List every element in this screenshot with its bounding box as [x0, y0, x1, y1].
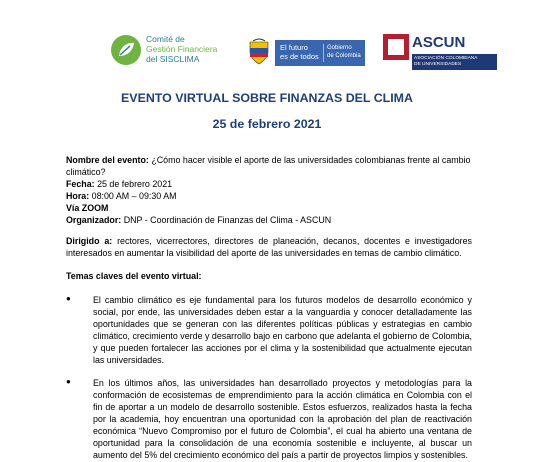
leaf-icon — [110, 34, 142, 66]
gov-line1: El futuro — [280, 43, 308, 52]
dirigido-value: rectores, vicerrectores, directores de planeación, decanos, docentes e investigadores interesados en aumentar la visibilidad del aporte de las universidades en temas de cambio climático. — [66, 236, 472, 258]
temas-heading — [66, 270, 472, 282]
gov-line2: es de todos — [280, 52, 319, 61]
hora-value: 08:00 AM – 09:30 AM — [89, 191, 177, 201]
gov-banner — [275, 40, 365, 66]
comite-line2: Gestión Financiera — [146, 44, 218, 54]
org-label: Organizador: — [66, 215, 122, 225]
gov-side2: de Colombia — [327, 53, 361, 59]
event-fecha — [66, 178, 472, 190]
document-date: 25 de febrero 2021 — [212, 117, 322, 131]
fecha-value: 25 de febrero 2021 — [94, 179, 173, 189]
temas-heading-text: Temas claves del evento virtual: — [66, 271, 202, 281]
comite-line3: del SISCLIMA — [146, 54, 200, 64]
comite-logo-text — [146, 34, 217, 64]
bullet-icon: ● — [66, 377, 71, 386]
header-logos — [0, 30, 534, 80]
ascun-logo — [383, 34, 503, 76]
fecha-label: Fecha: — [66, 179, 95, 189]
event-name — [66, 154, 472, 178]
bullet-icon: ● — [66, 294, 71, 303]
event-details — [66, 154, 472, 226]
comite-line1: Comité de — [146, 34, 185, 44]
coat-of-arms-icon — [247, 38, 271, 66]
list-item: En los últimos años, las universidades han desarrollado proyectos y metodologías para la conformación de ecosistemas de emprendimiento para la acción climática en Colombia con el fin de aportar a un modelo de desarrollo sostenible. Estos esfuerzos, realizados hasta la fecha por la academia, hoy encuentran una oportunidad con la aprobación del plan de reactivación económica “Nuevo Compromiso por el futuro de Colombia”, el cual ha abierto una ventana de oportunidad para la consolidación de una economía sostenible e incluyente, al buscar un aumento del 5% del crecimiento económico del país a partir de proyectos limpios y sostenibles. — [93, 378, 472, 460]
ascun-sub2: DE UNIVERSIDADES — [414, 62, 462, 67]
ascun-mark-icon — [383, 34, 409, 60]
via-label: Vía ZOOM — [66, 203, 109, 213]
list-item: El cambio climático es eje fundamental para los futuros modelos de desarrollo económico y social, por ende, las universidades deben estar a la vanguardia y conocer detalladamente las oportunidades que se generan con las diferentes políticas públicas y estrategias en cambio climático, crecimiento verde y desarrollo bajo en carbono que adelanta el gobierno de Colombia, y que pueden fortalecer las acciones por el clima y la sostenibilidad que actualmente ejecutan las universidades. — [93, 295, 472, 365]
gobierno-colombia-logo — [245, 30, 370, 80]
org-value: DNP - Coordinación de Finanzas del Clima - ASCUN — [121, 215, 332, 225]
event-hora — [66, 190, 472, 202]
ascun-subtitle — [412, 54, 497, 70]
ascun-name: ASCUN — [412, 34, 466, 51]
comite-sisclima-logo — [110, 34, 230, 74]
gov-side1: Gobierno — [327, 45, 352, 51]
event-name-label: Nombre del evento: — [66, 155, 149, 165]
gov-divider — [323, 44, 324, 62]
dirigido-label: Dirigido a: — [66, 236, 113, 246]
ascun-sub1: ASOCIACIÓN COLOMBIANA — [414, 56, 478, 61]
document-title: EVENTO VIRTUAL SOBRE FINANZAS DEL CLIMA — [121, 91, 413, 105]
event-name-value: ¿Cómo hacer visible el aporte de las universidades colombianas frente al cambio climático? — [66, 155, 471, 177]
event-via — [66, 202, 472, 214]
hora-label: Hora: — [66, 191, 90, 201]
event-organizador — [66, 214, 472, 226]
dirigido-section — [66, 235, 472, 259]
